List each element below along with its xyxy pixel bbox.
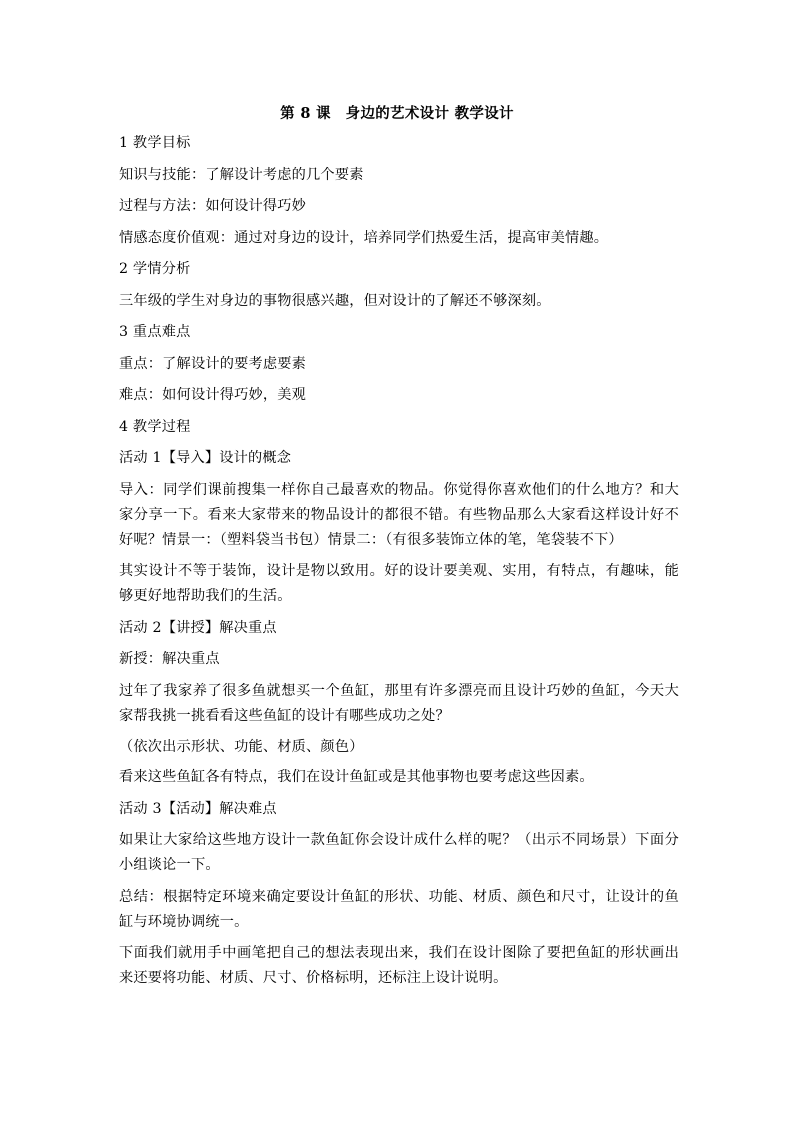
paragraph-show-attributes: （依次出示形状、功能、材质、颜色） [119, 739, 364, 755]
section-heading-teaching-goals: 1 教学目标 [119, 135, 191, 151]
paragraph-design-not-decoration: 其实设计不等于装饰，设计是物以致用。好的设计要美观、实用，有特点，有趣味，能够更好地帮助我们的生活。 [119, 563, 679, 604]
section-heading-teaching-process: 4 教学过程 [119, 418, 191, 435]
paragraph-student-analysis: 三年级的学生对身边的事物很感兴趣，但对设计的了解还不够深刻。 [119, 292, 551, 309]
paragraph-process-method: 过程与方法：如何设计得巧妙 [119, 198, 307, 214]
paragraph-emotion-values: 情感态度价值观：通过对身边的设计，培养同学们热爱生活，提高审美情趣。 [119, 229, 609, 246]
document-title: 第 8 课 身边的艺术设计 教学设计 [280, 105, 514, 122]
document-body [119, 131, 679, 998]
paragraph-summary: 总结：根据特定环境来确定要设计鱼缸的形状、功能、材质、颜色和尺寸，让设计的鱼缸与环境协调统一。 [119, 888, 679, 930]
section-heading-key-points: 3 重点难点 [119, 324, 191, 340]
section-heading-student-analysis: 2 学情分析 [119, 261, 191, 277]
paragraph-fish-tank-story: 过年了我家养了很多鱼就想买一个鱼缸，那里有许多漂亮而且设计巧妙的鱼缸，今天大家帮我挑一挑看看这些鱼缸的设计有哪些成功之处？ [119, 682, 679, 724]
paragraph-key-point: 重点：了解设计的要考虑要素 [119, 355, 307, 372]
paragraph-consider-factors: 看来这些鱼缸各有特点，我们在设计鱼缸或是其他事物也要考虑这些因素。 [119, 769, 594, 785]
activity-3-heading: 活动 3【活动】解决难点 [119, 800, 277, 817]
paragraph-group-discussion: 如果让大家给这些地方设计一款鱼缸你会设计成什么样的呢？（出示不同场景）下面分小组谈论一下。 [119, 832, 679, 873]
paragraph-difficulty: 难点：如何设计得巧妙，美观 [119, 387, 307, 403]
paragraph-new-teaching: 新授：解决重点 [119, 651, 220, 667]
paragraph-drawing-task: 下面我们就用手中画笔把自己的想法表现出来，我们在设计图除了要把鱼缸的形状画出来还要将功能、材质、尺寸、价格标明，还标注上设计说明。 [119, 945, 679, 986]
paragraph-knowledge-skills: 知识与技能：了解设计考虑的几个要素 [119, 166, 364, 183]
activity-2-heading: 活动 2【讲授】解决重点 [119, 619, 277, 636]
paragraph-introduction: 导入：同学们课前搜集一样你自己最喜欢的物品。你觉得你喜欢他们的什么地方？和大家分享一下。看来大家带来的物品设计的都很不错。有些物品那么大家看这样设计好不好呢？情景一：（塑料袋当书包）情景二：（有很多装饰立体的笔，笔袋装不下） [119, 481, 679, 548]
activity-1-heading: 活动 1【导入】设计的概念 [119, 450, 292, 466]
